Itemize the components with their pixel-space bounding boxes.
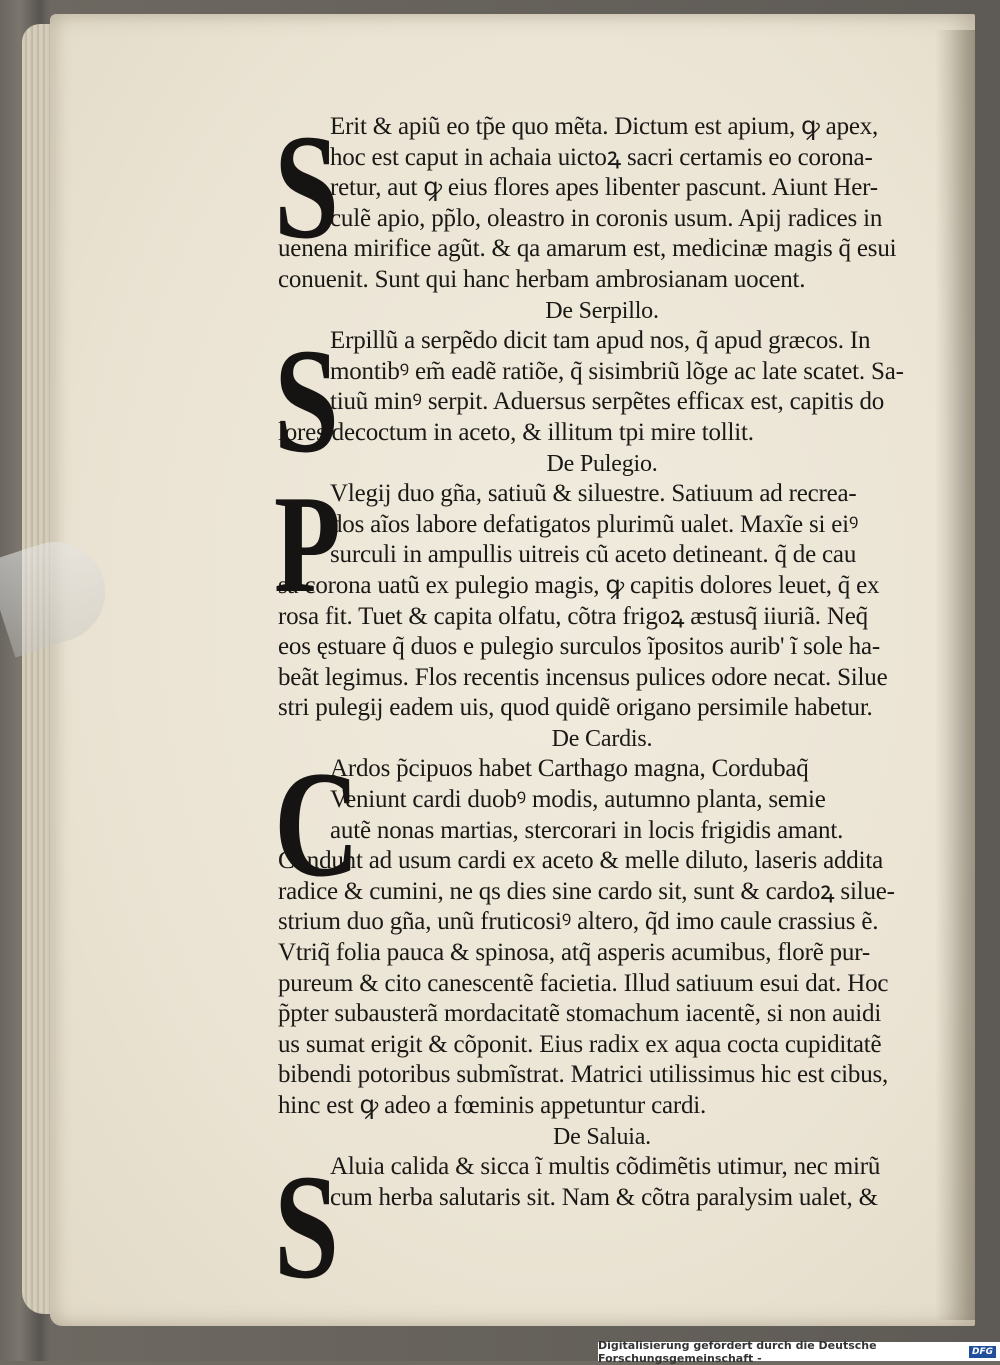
section-apium bbox=[274, 104, 908, 296]
text-line: lores decoctum in aceto, & illitum tpi mire tollit. bbox=[278, 418, 754, 446]
text-line: radice & cumini, ne qs dies sine cardo sit, sunt & cardoꝝ silue- bbox=[278, 877, 895, 905]
text-line: Vtriq̃ folia pauca & spinosa, atq̃ asperis acumibus, florẽ pur- bbox=[278, 939, 870, 967]
drop-cap: P bbox=[274, 467, 341, 623]
dfg-logo-icon: DFG bbox=[969, 1346, 996, 1358]
text-line: Condunt ad usum cardi ex aceto & melle diluto, laseris addita bbox=[278, 847, 883, 875]
text-line: Ardos p̃cipuos habet Carthago magna, Cordubaq̃ bbox=[330, 755, 809, 783]
text-line: sa corona uatũ ex pulegio magis, ꝙ capitis dolores leuet, q̃ ex bbox=[278, 571, 880, 599]
digitization-credit bbox=[598, 1338, 1000, 1365]
text-line: hinc est ꝙ adeo a fœminis appetuntur cardi. bbox=[278, 1092, 707, 1119]
text-line: eos ęstuare q̃ duos e pulegio surculos ĩpositos aurib' ĩ sole ha- bbox=[278, 633, 881, 661]
text-line: beãt legimus. Flos recentis incensus pulices odore necat. Silue bbox=[278, 663, 888, 691]
text-line: Veniunt cardi duobꝰ modis, autumno planta, semie bbox=[330, 786, 826, 814]
text-line: tiuũ minꝰ serpit. Aduersus serpẽtes efficax est, capitis do bbox=[330, 388, 885, 416]
text-line: autẽ nonas martias, stercorari in locis frigidis amant. bbox=[330, 816, 844, 844]
gutter-shadow bbox=[935, 30, 975, 1320]
text-line: conuenit. Sunt qui hanc herbam ambrosianam uocent. bbox=[278, 265, 806, 293]
text-line: Vlegij duo gña, satiuũ & siluestre. Satiuum ad recrea- bbox=[330, 480, 857, 508]
text-line: us sumat erigit & cõponit. Eius radix ex aqua cocta cupiditatẽ bbox=[278, 1030, 882, 1058]
text-line: stri pulegij eadem uis, quod quidẽ origano persimile habetur. bbox=[278, 694, 873, 722]
section-heading: De Cardis. bbox=[551, 725, 653, 752]
drop-cap: S bbox=[274, 1144, 339, 1311]
text-line: pureum & cito canescentẽ facietia. Illud satiuum esui dat. Hoc bbox=[278, 969, 889, 997]
text-line: dos aĩos labore defatigatos plurimũ ualet. Maxĩe si eiꝰ bbox=[330, 510, 859, 538]
text-line: cum herba salutaris sit. Nam & cõtra paralysim ualet, & bbox=[330, 1183, 878, 1211]
text-line: Aluia calida & sicca ĩ multis cõdimẽtis utimur, nec mirũ bbox=[330, 1153, 881, 1181]
text-line: strium duo gña, unũ fruticosiꝰ altero, q̃d imo caule crassius ẽ. bbox=[278, 908, 879, 936]
text-line: hoc est caput in achaia uictoꝝ sacri certamis eo corona- bbox=[330, 143, 873, 171]
text-line: surculi in ampullis uitreis cũ aceto detineant. q̃ de cau bbox=[330, 541, 857, 569]
section-heading: De Saluia. bbox=[553, 1123, 651, 1150]
text-line: uenena mirifice agũt. & qa amarum est, medicinæ magis q̃ esui bbox=[278, 235, 897, 263]
drop-cap: S bbox=[274, 104, 339, 270]
text-line: retur, aut ꝙ eius flores apes libenter pascunt. Aiunt Her- bbox=[330, 174, 878, 202]
drop-cap: C bbox=[274, 740, 360, 909]
section-saluia bbox=[274, 1144, 908, 1311]
text-column bbox=[274, 104, 908, 1311]
section-pulegio bbox=[274, 467, 908, 724]
text-line: Erit & apiũ eo tp̃e quo mẽta. Dictum est apium, ꝙ apex, bbox=[330, 113, 879, 140]
credit-text: Digitalisierung gefördert durch die Deutsche Forschungsgemeinschaft - bbox=[598, 1338, 877, 1365]
text-line: rosa fit. Tuet & capita olfatu, cõtra frigoꝝ æstusq̃ iiuriã. Neq̃ bbox=[278, 602, 868, 630]
section-heading: De Serpillo. bbox=[545, 297, 659, 324]
section-heading: De Pulegio. bbox=[546, 450, 658, 477]
drop-cap: S bbox=[274, 318, 339, 485]
text-line: Erpillũ a serpẽdo dicit tam apud nos, q̃ apud græcos. In bbox=[330, 327, 871, 355]
text-line: culẽ apio, pp̃lo, oleastro in coronis usum. Apij radices in bbox=[330, 204, 883, 232]
text-line: p̃pter subausterã mordacitatẽ stomachum iacentẽ, si non auidi bbox=[278, 1000, 882, 1028]
text-line: montibꝰ em̃ eadẽ ratiõe, q̃ sisimbriũ lõge ac late scatet. Sa- bbox=[330, 357, 904, 385]
text-line: bibendi potoribus submĩstrat. Matrici utilissimus hic est cibus, bbox=[278, 1061, 889, 1089]
section-cardis bbox=[274, 740, 908, 1121]
